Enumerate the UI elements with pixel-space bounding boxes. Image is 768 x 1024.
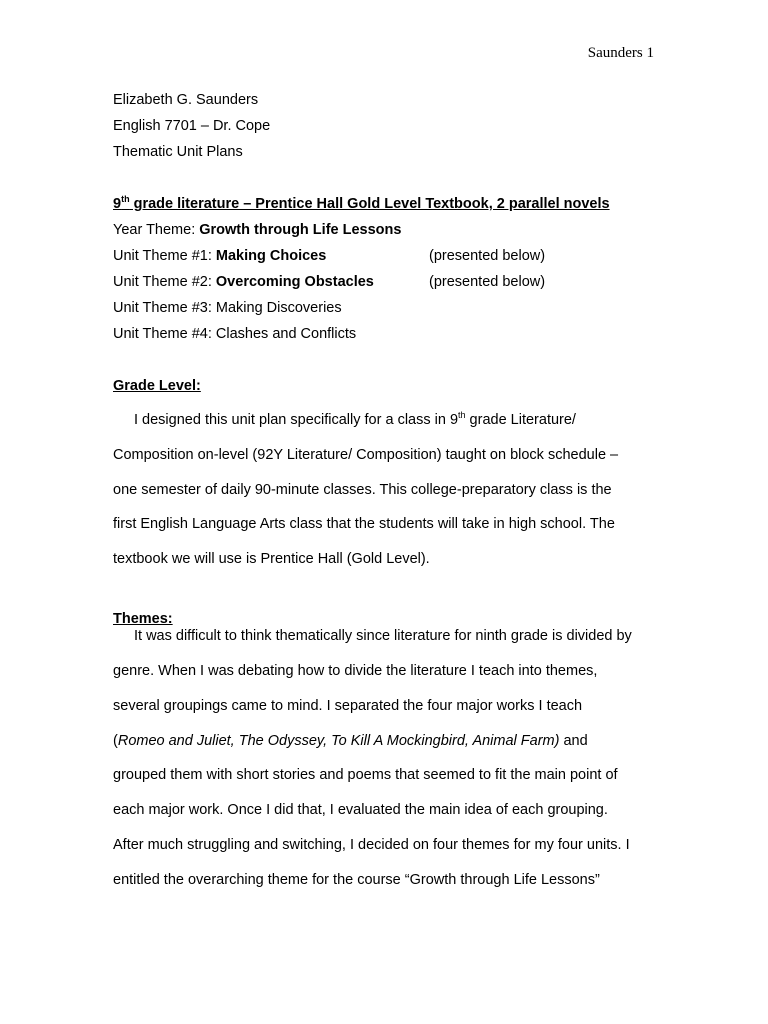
unit-theme-4 — [113, 325, 356, 343]
unit-theme-value: Overcoming Obstacles — [215, 274, 374, 290]
overview-heading — [113, 195, 610, 213]
unit-theme-label: Unit Theme #3: — [113, 300, 216, 316]
year-theme — [113, 221, 401, 239]
document-title: Thematic Unit Plans — [113, 144, 243, 160]
unit-theme-3 — [113, 299, 342, 317]
themes-heading: Themes: — [113, 611, 173, 627]
grade-level-heading: Grade Level: — [113, 378, 201, 394]
unit-theme-value: Making Choices — [215, 248, 327, 264]
themes-text: and — [559, 733, 588, 749]
themes-book-titles: Romeo and Juliet, The Odyssey, To Kill A Mockingbird, Animal Farm) — [117, 733, 560, 749]
unit-theme-2-note: (presented below) — [429, 274, 546, 290]
grade-level-line: textbook we will use is Prentice Hall (Gold Level). — [113, 551, 430, 567]
unit-theme-label: Unit Theme #2: — [113, 274, 216, 290]
themes-line — [113, 732, 588, 750]
grade-level-text: grade Literature/ — [465, 412, 576, 428]
themes-line: each major work. Once I did that, I evaluated the main idea of each grouping. — [113, 802, 608, 818]
themes-line: several groupings came to mind. I separated the four major works I teach — [113, 698, 583, 714]
grade-level-line: Composition on-level (92Y Literature/ Composition) taught on block schedule – — [113, 447, 619, 463]
themes-line: entitled the overarching theme for the course “Growth through Life Lessons” — [113, 872, 600, 888]
grade-description: grade literature – Prentice Hall Gold Level Textbook, 2 parallel novels — [129, 196, 610, 212]
unit-theme-value: Making Discoveries — [215, 300, 342, 316]
grade-level-superscript: th — [458, 410, 466, 420]
grade-number: 9 — [113, 196, 122, 212]
unit-theme-label: Unit Theme #4: — [113, 326, 216, 342]
year-theme-value: Growth through Life Lessons — [199, 222, 402, 238]
unit-theme-value: Clashes and Conflicts — [215, 326, 357, 342]
course-line: English 7701 – Dr. Cope — [113, 118, 271, 134]
grade-level-text: I designed this unit plan specifically for a class in 9 — [134, 412, 459, 428]
grade-level-line — [113, 411, 576, 429]
grade-superscript: th — [121, 194, 130, 204]
grade-level-line: one semester of daily 90-minute classes. This college-preparatory class is the — [113, 482, 612, 498]
unit-theme-1 — [113, 247, 326, 265]
unit-theme-2 — [113, 273, 374, 291]
themes-line: grouped them with short stories and poems that seemed to fit the main point of — [113, 767, 618, 783]
year-theme-label: Year Theme: — [113, 222, 200, 238]
grade-level-line: first English Language Arts class that the students will take in high school. The — [113, 516, 615, 532]
themes-text: ( — [113, 733, 118, 749]
author-name: Elizabeth G. Saunders — [113, 92, 259, 108]
themes-line: It was difficult to think thematically since literature for ninth grade is divided by — [134, 628, 632, 644]
unit-theme-label: Unit Theme #1: — [113, 248, 216, 264]
themes-line: genre. When I was debating how to divide the literature I teach into themes, — [113, 663, 598, 679]
running-head: Saunders 1 — [587, 45, 654, 61]
themes-line: After much struggling and switching, I decided on four themes for my four units. I — [113, 837, 630, 853]
unit-theme-1-note: (presented below) — [429, 248, 546, 264]
